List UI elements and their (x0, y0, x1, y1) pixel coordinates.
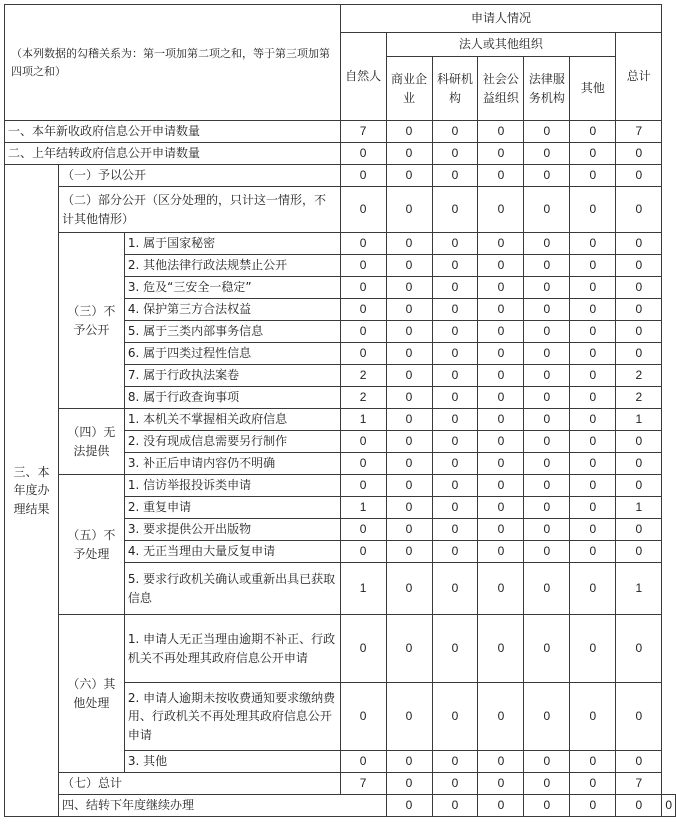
row-label: 1. 申请人无正当理由逾期不补正、行政机关不再处理其政府信息公开申请 (124, 615, 340, 683)
value-cell-total: 0 (616, 519, 662, 541)
value-cell-natural: 0 (340, 255, 386, 277)
row-label: 1. 本机关不掌握相关政府信息 (124, 409, 340, 431)
value-cell-social: 0 (478, 475, 524, 497)
value-cell-social: 0 (478, 519, 524, 541)
value-cell-natural: 0 (340, 683, 386, 751)
value-cell-research: 0 (432, 453, 478, 475)
value-cell-natural: 0 (340, 277, 386, 299)
value-cell-natural: 2 (340, 365, 386, 387)
value-cell-research: 0 (432, 387, 478, 409)
value-cell-other: 0 (570, 497, 616, 519)
value-cell-legal-service: 0 (524, 475, 570, 497)
value-cell-social: 0 (478, 409, 524, 431)
value-cell-other: 0 (570, 299, 616, 321)
value-cell-natural: 0 (340, 299, 386, 321)
value-cell-total: 0 (616, 187, 662, 233)
value-cell-other: 0 (570, 453, 616, 475)
value-cell-commercial: 0 (386, 165, 432, 187)
value-cell-natural: 0 (340, 143, 386, 165)
value-cell-legal-service: 0 (524, 773, 570, 795)
value-cell-research: 0 (432, 143, 478, 165)
value-cell-other: 0 (570, 475, 616, 497)
value-cell-natural: 7 (340, 773, 386, 795)
value-cell-commercial: 0 (386, 751, 432, 773)
value-cell-research: 0 (432, 343, 478, 365)
value-cell-commercial: 0 (386, 453, 432, 475)
value-cell-total: 0 (616, 683, 662, 751)
value-cell-total: 0 (616, 143, 662, 165)
group-label: （三）不予公开 (58, 233, 124, 409)
value-cell-legal-service: 0 (524, 497, 570, 519)
group-label: （六）其他处理 (58, 615, 124, 773)
value-cell-natural: 0 (340, 233, 386, 255)
value-cell-total: 1 (616, 497, 662, 519)
value-cell-legal-service: 0 (524, 255, 570, 277)
value-cell-other: 0 (570, 683, 616, 751)
row-label: 2. 没有现成信息需要另行制作 (124, 431, 340, 453)
value-cell-commercial: 0 (386, 299, 432, 321)
row-label: 二、上年结转政府信息公开申请数量 (5, 143, 341, 165)
row-label: 4. 无正当理由大量反复申请 (124, 541, 340, 563)
value-cell-total: 0 (616, 277, 662, 299)
value-cell-commercial: 0 (386, 475, 432, 497)
value-cell-commercial: 0 (386, 121, 432, 143)
value-cell-research: 0 (432, 615, 478, 683)
value-cell-research: 0 (432, 121, 478, 143)
value-cell-legal-service: 0 (524, 387, 570, 409)
value-cell-total: 0 (616, 343, 662, 365)
value-cell-natural: 0 (340, 453, 386, 475)
value-cell-research: 0 (432, 683, 478, 751)
value-cell-other: 0 (570, 519, 616, 541)
value-cell-commercial: 0 (386, 143, 432, 165)
value-cell-total: 0 (616, 165, 662, 187)
value-cell-research: 0 (432, 409, 478, 431)
value-cell-legal-service: 0 (524, 541, 570, 563)
value-cell-legal-service: 0 (524, 165, 570, 187)
value-cell-research: 0 (432, 519, 478, 541)
value-cell-total: 7 (616, 773, 662, 795)
value-cell-commercial: 0 (386, 773, 432, 795)
value-cell-other: 0 (570, 409, 616, 431)
value-cell-research: 0 (432, 563, 478, 615)
value-cell-social: 0 (478, 431, 524, 453)
value-cell-legal-service: 0 (524, 751, 570, 773)
value-cell-total: 0 (662, 795, 676, 817)
value-cell-total: 0 (616, 615, 662, 683)
value-cell-natural: 1 (340, 409, 386, 431)
value-cell-natural: 0 (340, 165, 386, 187)
value-cell-social: 0 (478, 751, 524, 773)
value-cell-legal-service: 0 (524, 277, 570, 299)
value-cell-total: 0 (616, 453, 662, 475)
value-cell-legal-service: 0 (524, 563, 570, 615)
value-cell-social: 0 (478, 365, 524, 387)
value-cell-natural: 0 (340, 475, 386, 497)
value-cell-social: 0 (478, 299, 524, 321)
value-cell-other: 0 (570, 365, 616, 387)
value-cell-social: 0 (478, 277, 524, 299)
value-cell-research: 0 (432, 431, 478, 453)
row-label: （二）部分公开（区分处理的，只计这一情形，不计其他情形） (58, 187, 340, 233)
row-label: 2. 其他法律行政法规禁止公开 (124, 255, 340, 277)
row-label: 3. 危及“三安全一稳定” (124, 277, 340, 299)
value-cell-total: 2 (616, 365, 662, 387)
value-cell-total: 2 (616, 387, 662, 409)
value-cell-research: 0 (432, 773, 478, 795)
value-cell-natural: 0 (340, 541, 386, 563)
value-cell-natural: 0 (340, 187, 386, 233)
value-cell-total: 0 (616, 233, 662, 255)
total-header: 总计 (616, 33, 662, 121)
row-label: 2. 重复申请 (124, 497, 340, 519)
value-cell-total: 0 (616, 541, 662, 563)
row-label: 3. 其他 (124, 751, 340, 773)
other-header: 其他 (570, 57, 616, 121)
value-cell-other: 0 (570, 255, 616, 277)
legal-service-header: 法律服务机构 (524, 57, 570, 121)
value-cell-total: 0 (616, 255, 662, 277)
row-label: （一）予以公开 (58, 165, 340, 187)
social-header: 社会公益组织 (478, 57, 524, 121)
value-cell-natural: 0 (340, 321, 386, 343)
value-cell-research: 0 (432, 255, 478, 277)
value-cell-total: 0 (616, 475, 662, 497)
value-cell-social: 0 (478, 143, 524, 165)
research-header: 科研机构 (432, 57, 478, 121)
value-cell-other: 0 (570, 431, 616, 453)
row-label: 3. 补正后申请内容仍不明确 (124, 453, 340, 475)
value-cell-commercial: 0 (386, 255, 432, 277)
value-cell-research: 0 (432, 299, 478, 321)
value-cell-natural: 0 (340, 431, 386, 453)
value-cell-other: 0 (570, 277, 616, 299)
group-label: （四）无法提供 (58, 409, 124, 475)
value-cell-legal-service: 0 (524, 321, 570, 343)
value-cell-other: 0 (570, 751, 616, 773)
value-cell-legal-service: 0 (524, 121, 570, 143)
row-label: 一、本年新收政府信息公开申请数量 (5, 121, 341, 143)
table-row (5, 475, 676, 497)
value-cell-commercial: 0 (386, 365, 432, 387)
legal-group-header: 法人或其他组织 (386, 33, 616, 57)
row-label: 2. 申请人逾期未按收费通知要求缴纳费用、行政机关不再处理其政府信息公开申请 (124, 683, 340, 751)
value-cell-social: 0 (478, 453, 524, 475)
value-cell-natural: 7 (340, 121, 386, 143)
value-cell-legal-service: 0 (524, 431, 570, 453)
value-cell-commercial: 0 (386, 563, 432, 615)
results-group-label: 三、本年度办理结果 (5, 165, 59, 817)
value-cell-research: 0 (432, 321, 478, 343)
table-row (5, 409, 676, 431)
row-label: 1. 信访举报投诉类申请 (124, 475, 340, 497)
value-cell-legal-service: 0 (524, 343, 570, 365)
row-label: 8. 属于行政查询事项 (124, 387, 340, 409)
value-cell-other: 0 (570, 343, 616, 365)
row-label: 6. 属于四类过程性信息 (124, 343, 340, 365)
value-cell-research: 0 (432, 541, 478, 563)
value-cell-legal-service: 0 (524, 615, 570, 683)
value-cell-natural: 2 (340, 387, 386, 409)
value-cell-social: 0 (478, 165, 524, 187)
value-cell-other: 0 (570, 541, 616, 563)
value-cell-research: 0 (432, 233, 478, 255)
group-label: （五）不予处理 (58, 475, 124, 615)
value-cell-research: 0 (432, 751, 478, 773)
value-cell-commercial: 0 (386, 497, 432, 519)
row-label: （七）总计 (58, 773, 340, 795)
value-cell-commercial: 0 (386, 615, 432, 683)
value-cell-legal-service: 0 (524, 453, 570, 475)
value-cell-natural: 1 (340, 563, 386, 615)
value-cell-legal-service: 0 (524, 143, 570, 165)
value-cell-total: 7 (616, 121, 662, 143)
value-cell-commercial: 0 (386, 683, 432, 751)
table-row (5, 615, 676, 683)
value-cell-other: 0 (570, 615, 616, 683)
value-cell-social: 0 (478, 187, 524, 233)
value-cell-legal-service: 0 (524, 683, 570, 751)
value-cell-social: 0 (478, 255, 524, 277)
value-cell-other: 0 (570, 773, 616, 795)
commercial-header: 商业企业 (386, 57, 432, 121)
value-cell-research: 0 (432, 475, 478, 497)
value-cell-total: 0 (616, 431, 662, 453)
table-row (5, 121, 676, 143)
relation-note: （本列数据的勾稽关系为：第一项加第二项之和，等于第三项加第四项之和） (5, 5, 341, 121)
value-cell-research: 0 (432, 365, 478, 387)
row-label: 7. 属于行政执法案卷 (124, 365, 340, 387)
row-label: 4. 保护第三方合法权益 (124, 299, 340, 321)
value-cell-commercial: 0 (386, 321, 432, 343)
row-label: 5. 要求行政机关确认或重新出具已获取信息 (124, 563, 340, 615)
value-cell-commercial: 0 (386, 343, 432, 365)
applicant-info-header: 申请人情况 (340, 5, 662, 33)
value-cell-natural: 0 (340, 615, 386, 683)
row-label: 3. 要求提供公开出版物 (124, 519, 340, 541)
value-cell-commercial: 0 (432, 795, 478, 817)
value-cell-total: 0 (616, 299, 662, 321)
value-cell-other: 0 (570, 187, 616, 233)
row-label: 1. 属于国家秘密 (124, 233, 340, 255)
value-cell-research: 0 (432, 277, 478, 299)
value-cell-total: 0 (616, 321, 662, 343)
value-cell-natural: 0 (340, 343, 386, 365)
value-cell-legal-service: 0 (524, 365, 570, 387)
value-cell-commercial: 0 (386, 233, 432, 255)
value-cell-social: 0 (478, 343, 524, 365)
value-cell-other: 0 (570, 233, 616, 255)
table-row (5, 143, 676, 165)
value-cell-other: 0 (570, 321, 616, 343)
value-cell-legal-service: 0 (524, 187, 570, 233)
value-cell-natural: 0 (340, 751, 386, 773)
value-cell-natural: 0 (340, 519, 386, 541)
value-cell-research: 0 (432, 497, 478, 519)
table-row (5, 233, 676, 255)
value-cell-other: 0 (570, 143, 616, 165)
value-cell-social: 0 (478, 321, 524, 343)
value-cell-commercial: 0 (386, 409, 432, 431)
value-cell-social: 0 (478, 683, 524, 751)
value-cell-social: 0 (478, 615, 524, 683)
value-cell-social: 0 (478, 387, 524, 409)
value-cell-legal-service: 0 (524, 409, 570, 431)
value-cell-social: 0 (478, 121, 524, 143)
table-row (5, 773, 676, 795)
value-cell-commercial: 0 (386, 187, 432, 233)
value-cell-total: 1 (616, 563, 662, 615)
value-cell-commercial: 0 (386, 431, 432, 453)
value-cell-legal-service: 0 (524, 299, 570, 321)
value-cell-legal-service: 0 (570, 795, 616, 817)
value-cell-research: 0 (478, 795, 524, 817)
value-cell-commercial: 0 (386, 387, 432, 409)
row-label: 四、结转下年度继续办理 (58, 795, 386, 817)
value-cell-other: 0 (570, 121, 616, 143)
value-cell-commercial: 0 (386, 541, 432, 563)
value-cell-social: 0 (478, 773, 524, 795)
value-cell-other: 0 (616, 795, 662, 817)
value-cell-social: 0 (478, 541, 524, 563)
disclosure-stats-table (4, 4, 676, 817)
value-cell-commercial: 0 (386, 519, 432, 541)
value-cell-legal-service: 0 (524, 519, 570, 541)
table-row (5, 795, 676, 817)
value-cell-other: 0 (570, 165, 616, 187)
value-cell-research: 0 (432, 165, 478, 187)
value-cell-legal-service: 0 (524, 233, 570, 255)
value-cell-total: 1 (616, 409, 662, 431)
value-cell-social: 0 (478, 497, 524, 519)
value-cell-research: 0 (432, 187, 478, 233)
value-cell-total: 0 (616, 751, 662, 773)
value-cell-social: 0 (524, 795, 570, 817)
value-cell-natural: 1 (340, 497, 386, 519)
value-cell-other: 0 (570, 563, 616, 615)
table-row (5, 165, 676, 187)
value-cell-social: 0 (478, 563, 524, 615)
value-cell-natural: 0 (386, 795, 432, 817)
row-label: 5. 属于三类内部事务信息 (124, 321, 340, 343)
natural-person-header: 自然人 (340, 33, 386, 121)
value-cell-commercial: 0 (386, 277, 432, 299)
value-cell-other: 0 (570, 387, 616, 409)
value-cell-social: 0 (478, 233, 524, 255)
table-row (5, 187, 676, 233)
